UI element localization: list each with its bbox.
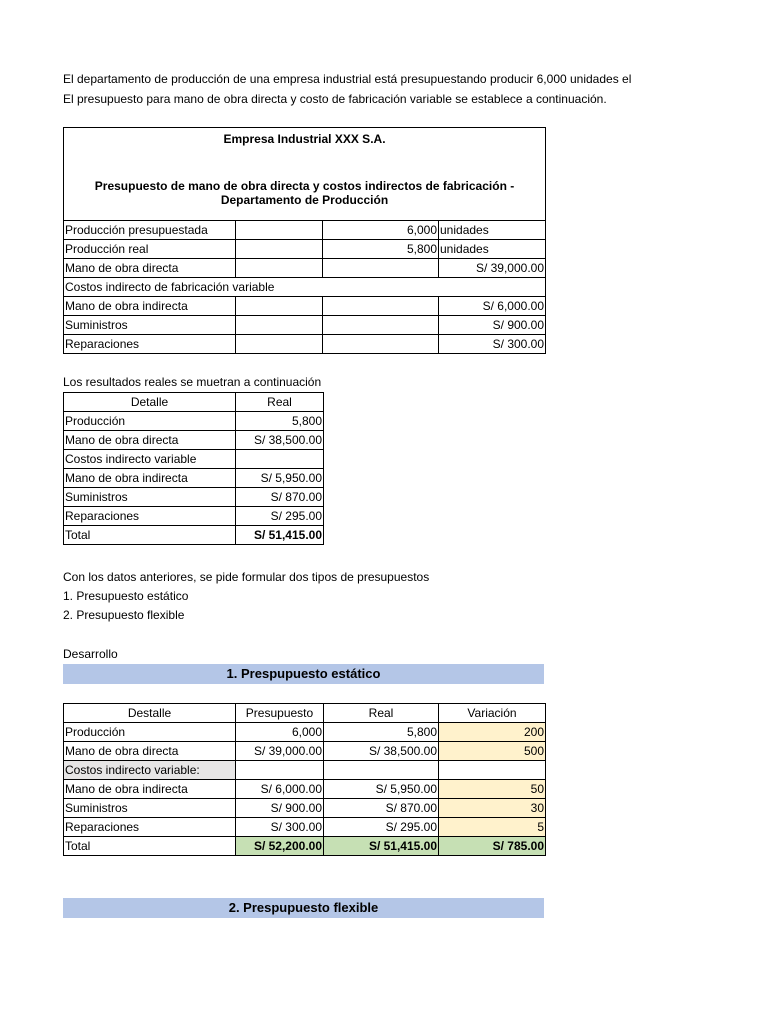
table-total-row [64,837,546,856]
row-label: Suministros [64,316,236,335]
table-header-row [64,704,546,723]
row-value: S/ 900.00 [439,316,546,335]
total-variance: S/ 785.00 [439,837,546,856]
header-detail: Detalle [64,393,236,412]
task-line-3: 2. Presupuesto flexible [63,608,185,622]
table-header-row [64,393,324,412]
budget-title-line-1: Presupuesto de mano de obra directa y costos indirectos de fabricación - [94,179,515,193]
budget-table [63,127,546,354]
variance-value: 5 [439,818,546,837]
company-name: Empresa Industrial XXX S.A. [223,132,386,146]
row-label: Reparaciones [64,818,236,837]
row-value: S/ 6,000.00 [439,297,546,316]
real-value: S/ 38,500.00 [324,742,439,761]
total-value: S/ 51,415.00 [236,526,324,545]
row-label: Mano de obra indirecta [64,469,236,488]
variance-value: 50 [439,780,546,799]
budget-value: S/ 900.00 [236,799,324,818]
table-row [64,297,546,316]
row-label: Producción [64,412,236,431]
row-label: Producción real [64,240,236,259]
total-label: Total [64,837,236,856]
row-value: S/ 5,950.00 [236,469,324,488]
table-row [64,221,546,240]
results-table [63,392,324,545]
table-row [64,742,546,761]
row-value: 5,800 [323,240,439,259]
budget-value: S/ 39,000.00 [236,742,324,761]
row-label: Costos indirecto variable [64,450,236,469]
row-label: Reparaciones [64,507,236,526]
table-row [64,259,546,278]
row-label: Costos indirecto variable: [64,761,236,780]
variance-value: 500 [439,742,546,761]
table-row [64,450,324,469]
header-budget: Presupuesto [236,704,324,723]
row-label: Mano de obra directa [64,259,236,278]
row-label: Reparaciones [64,335,236,354]
real-value: S/ 295.00 [324,818,439,837]
intro-line-2: El presupuesto para mano de obra directa y costo de fabricación variable se establece a continuación. [63,92,607,106]
header-real: Real [324,704,439,723]
row-value: S/ 39,000.00 [439,259,546,278]
row-label: Mano de obra directa [64,742,236,761]
row-value: S/ 300.00 [439,335,546,354]
table-row [64,507,324,526]
table-row [64,469,324,488]
row-label: Costos indirecto de fabricación variable [64,278,546,297]
variance-value: 200 [439,723,546,742]
static-budget-table [63,703,546,856]
real-value: 5,800 [324,723,439,742]
intro-line-1: El departamento de producción de una empresa industrial está presupuestando producir 6,000 unidades el [63,72,632,86]
row-label: Mano de obra directa [64,431,236,450]
real-value: S/ 870.00 [324,799,439,818]
table-row [64,412,324,431]
budget-value: 6,000 [236,723,324,742]
results-caption: Los resultados reales se muetran a continuación [63,375,322,389]
budget-value: S/ 6,000.00 [236,780,324,799]
row-label: Producción [64,723,236,742]
variance-value: 30 [439,799,546,818]
row-value: S/ 295.00 [236,507,324,526]
table-row [64,488,324,507]
table-row [64,431,324,450]
table-row [64,799,546,818]
header-variance: Variación [439,704,546,723]
real-value: S/ 5,950.00 [324,780,439,799]
row-label: Suministros [64,488,236,507]
task-line-1: Con los datos anteriores, se pide formular dos tipos de presupuestos [63,570,430,584]
row-label: Suministros [64,799,236,818]
flexible-budget-title: 2. Prespupuesto flexible [63,898,544,918]
table-row [64,723,546,742]
table-row [64,278,546,297]
row-unit: unidades [439,240,546,259]
table-row [64,761,546,780]
row-value: S/ 38,500.00 [236,431,324,450]
table-row [64,780,546,799]
header-detail: Destalle [64,704,236,723]
budget-table-header [64,128,546,221]
row-label: Producción presupuestada [64,221,236,240]
row-value: 5,800 [236,412,324,431]
row-value: S/ 870.00 [236,488,324,507]
desarrollo-heading: Desarrollo [63,647,118,661]
table-row [64,335,546,354]
row-unit: unidades [439,221,546,240]
total-real: S/ 51,415.00 [324,837,439,856]
table-row [64,316,546,335]
table-row [64,818,546,837]
row-value: 6,000 [323,221,439,240]
task-line-2: 1. Presupuesto estático [63,589,189,603]
header-real: Real [236,393,324,412]
total-budget: S/ 52,200.00 [236,837,324,856]
table-row [64,240,546,259]
total-label: Total [64,526,236,545]
budget-title-line-2: Departamento de Producción [220,193,389,207]
budget-value: S/ 300.00 [236,818,324,837]
static-budget-title: 1. Prespupuesto estático [63,664,544,684]
row-label: Mano de obra indirecta [64,780,236,799]
table-total-row [64,526,324,545]
row-label: Mano de obra indirecta [64,297,236,316]
